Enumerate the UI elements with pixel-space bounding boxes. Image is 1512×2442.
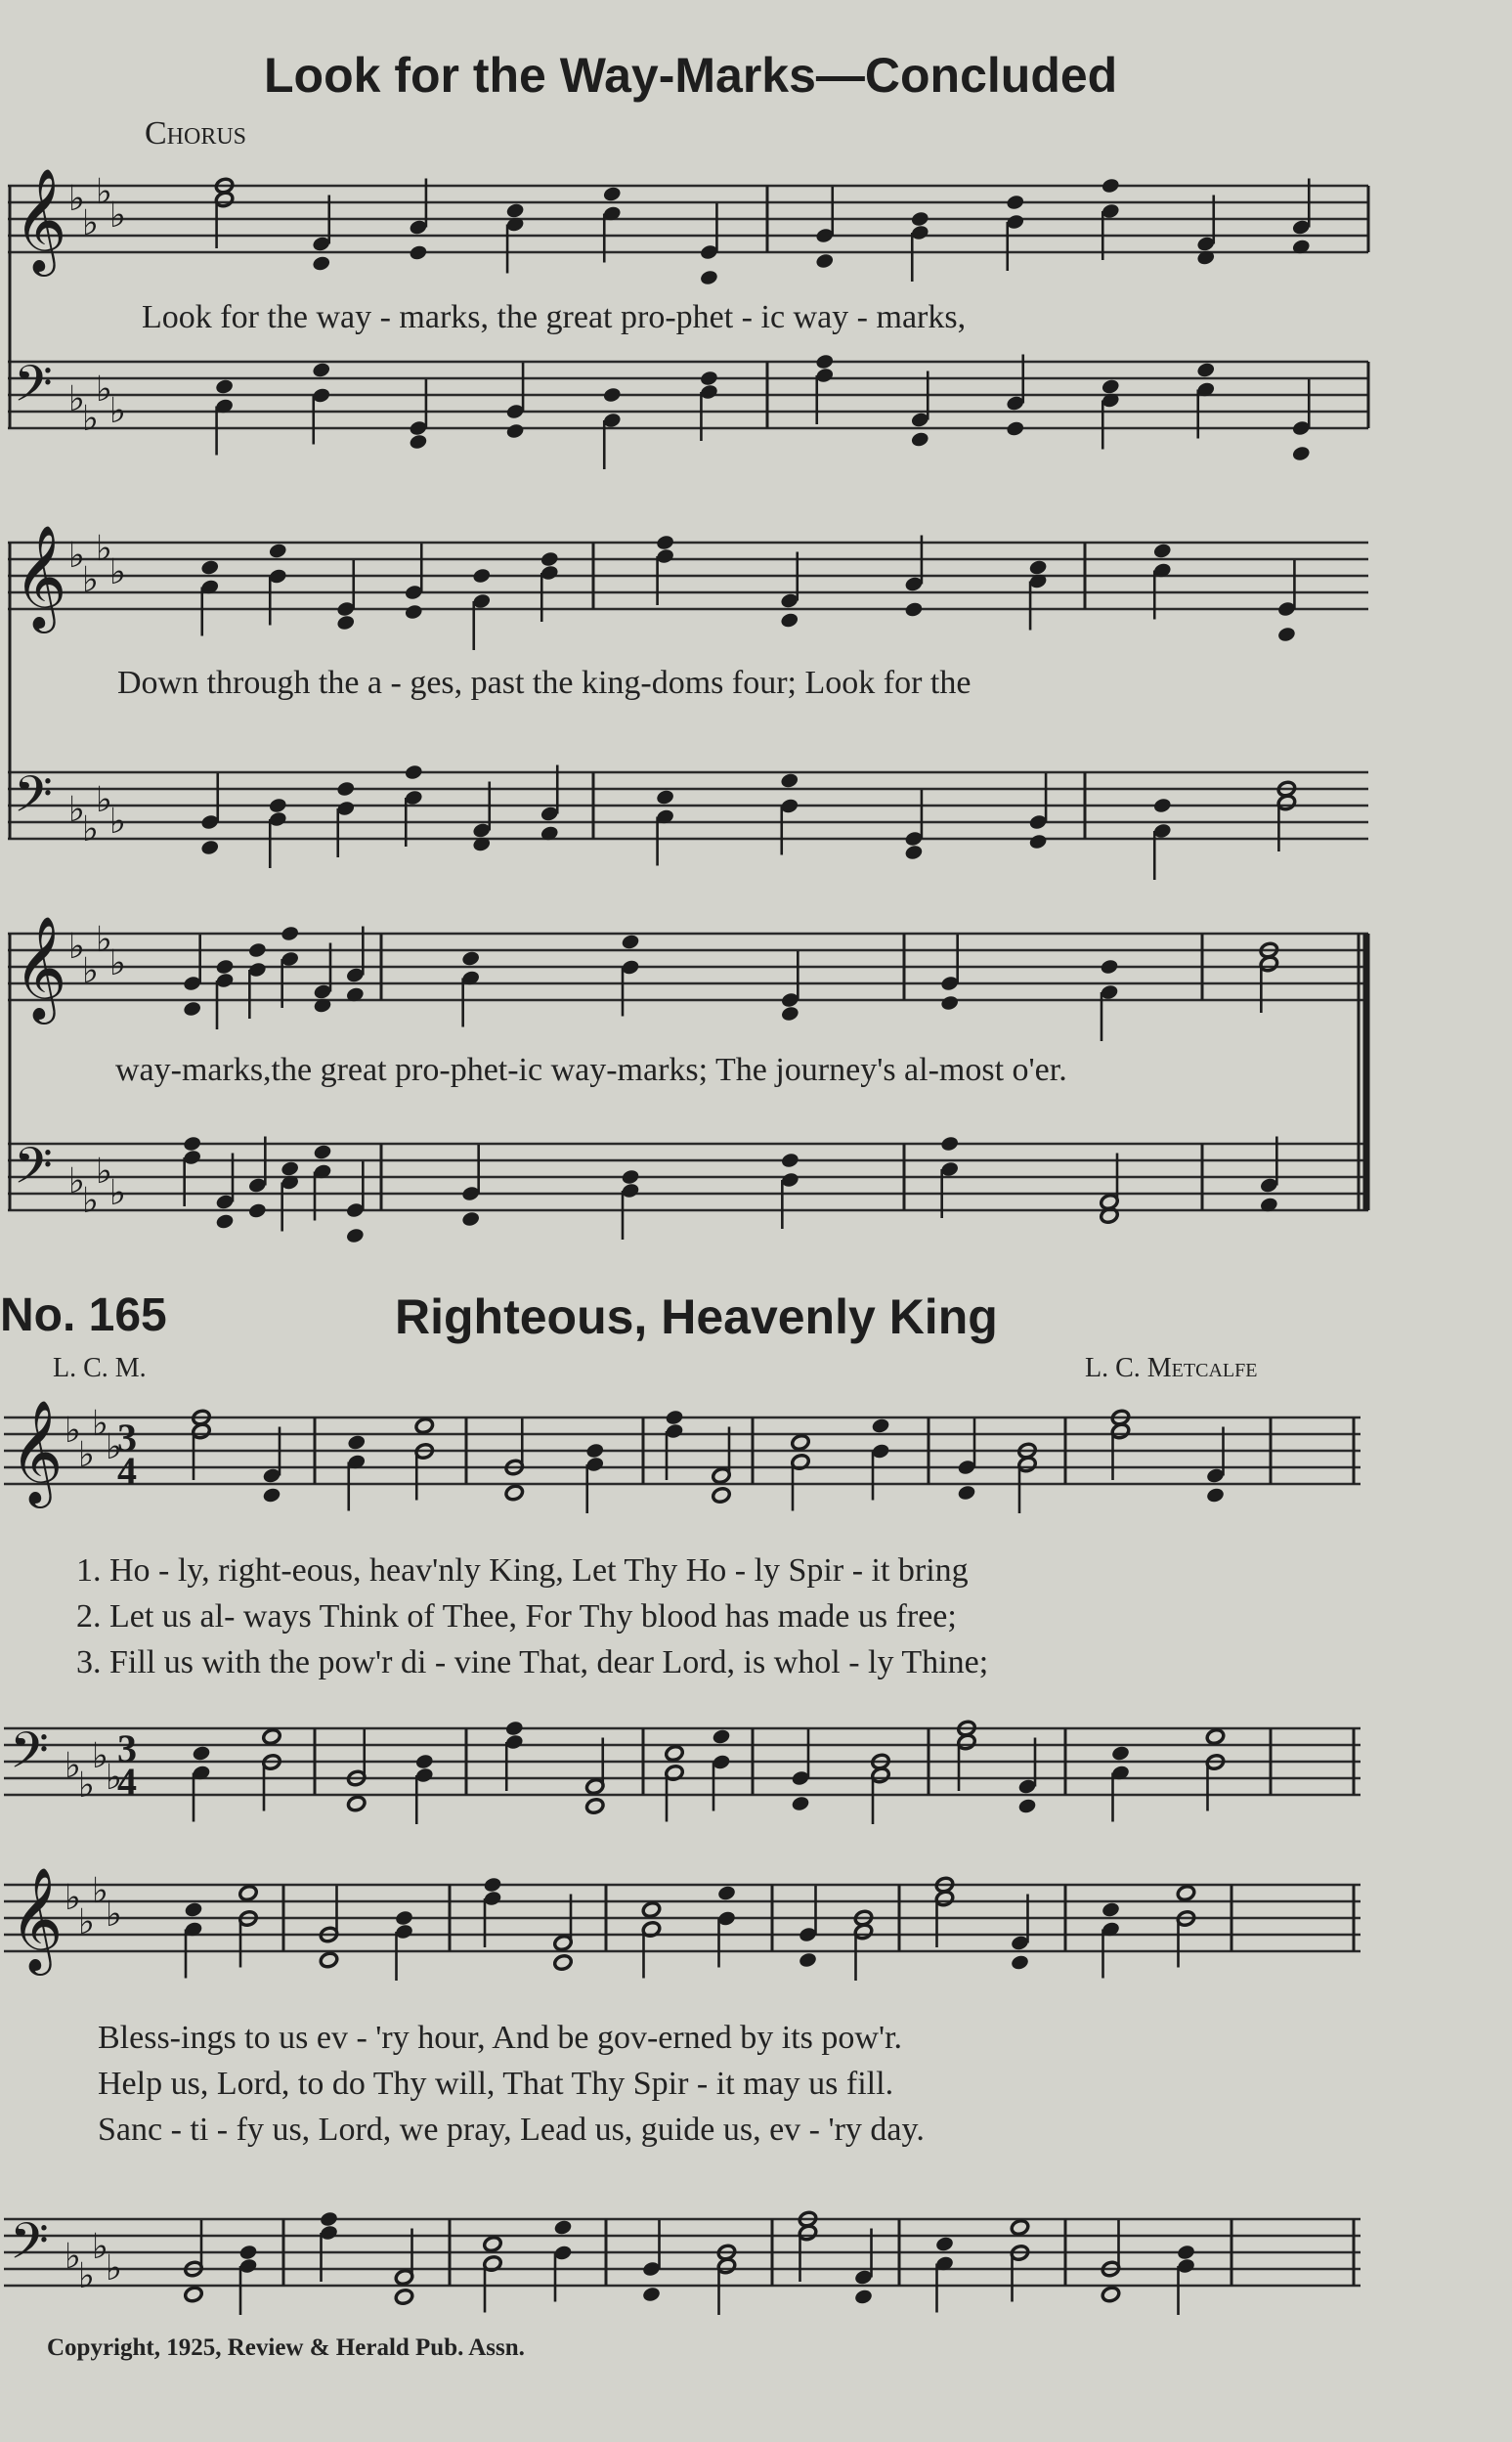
flat-icon: ♭ xyxy=(109,943,126,983)
note-head xyxy=(409,433,428,451)
note-head xyxy=(414,1753,434,1770)
note-head xyxy=(665,1409,684,1426)
flat-icon: ♭ xyxy=(96,1152,112,1192)
note-head xyxy=(957,1484,976,1502)
note-head xyxy=(1101,377,1120,395)
note-head xyxy=(665,1744,684,1762)
flat-icon: ♭ xyxy=(82,203,99,243)
note-head xyxy=(904,844,924,861)
note-head xyxy=(505,422,525,440)
verse-3-line-1: 3. Fill us with the pow'r di - vine That, dear Lord, is whol - ly Thine; xyxy=(76,1644,989,1680)
flat-icon: ♭ xyxy=(92,1871,108,1911)
verse-2-line-1: 2. Let us al- ways Think of Thee, For Thy blood has made us free; xyxy=(76,1598,957,1635)
note-head xyxy=(414,1417,434,1434)
hymn-title: Righteous, Heavenly King xyxy=(395,1289,998,1344)
note-head xyxy=(553,1953,573,1971)
note-head xyxy=(1205,1727,1225,1745)
note-head xyxy=(1101,1900,1120,1918)
flat-icon: ♭ xyxy=(68,790,85,830)
note-head xyxy=(540,550,559,568)
note-head xyxy=(780,1152,799,1169)
treble-clef-icon: 𝄞 xyxy=(10,1399,64,1504)
bass-clef-icon: 𝄢 xyxy=(10,2211,49,2283)
note-head xyxy=(483,1876,502,1894)
flat-icon: ♭ xyxy=(65,1746,81,1786)
note-head xyxy=(280,1159,299,1177)
note-head xyxy=(182,1000,201,1018)
note-head xyxy=(641,2286,661,2303)
flat-icon: ♭ xyxy=(106,1758,122,1798)
hymn-meter: L. C. M. xyxy=(53,1353,147,1383)
note-head xyxy=(200,839,220,856)
flat-icon: ♭ xyxy=(109,196,126,236)
note-head xyxy=(1176,1884,1195,1901)
note-head xyxy=(910,210,929,228)
note-head xyxy=(815,252,835,270)
note-head xyxy=(641,1900,661,1918)
verse-1-line-1: 1. Ho - ly, right-eous, heav'nly King, Let Thy Ho - ly Spir - it bring xyxy=(76,1552,969,1589)
flat-icon: ♭ xyxy=(109,552,126,592)
note-head xyxy=(1101,2286,1120,2303)
flat-icon: ♭ xyxy=(96,529,112,569)
note-head xyxy=(192,1744,211,1762)
hymn-composer: L. C. Metcalfe xyxy=(1085,1353,1258,1383)
flat-icon: ♭ xyxy=(68,179,85,219)
time-signature-bottom: 4 xyxy=(117,1449,137,1493)
note-head xyxy=(621,1168,640,1186)
bass-staff-1 xyxy=(8,354,1368,439)
note-head xyxy=(1100,958,1119,976)
bass-clef-icon: 𝄢 xyxy=(14,354,53,425)
note-head xyxy=(1028,558,1048,576)
chorus-label: Chorus xyxy=(145,115,247,152)
flat-icon: ♭ xyxy=(68,1161,85,1201)
hymn165-treble-staff-2 xyxy=(4,1866,1361,1976)
flat-icon: ♭ xyxy=(68,536,85,576)
note-head xyxy=(505,201,525,219)
note-head xyxy=(1006,194,1025,211)
chorus-lyric-line-1: Look for the way - marks, the great pro-phet - ic way - marks, xyxy=(142,299,967,335)
note-head xyxy=(585,1442,605,1460)
note-head xyxy=(262,1727,281,1745)
note-head xyxy=(347,1433,367,1451)
flat-icon: ♭ xyxy=(96,920,112,960)
flat-icon: ♭ xyxy=(82,560,99,600)
note-head xyxy=(404,763,423,781)
note-head xyxy=(262,1486,281,1504)
flat-icon: ♭ xyxy=(82,809,99,850)
hymn-number: No. 165 xyxy=(0,1289,167,1341)
flat-icon: ♭ xyxy=(96,370,112,410)
note-head xyxy=(247,1201,267,1219)
note-head xyxy=(655,534,674,551)
flat-icon: ♭ xyxy=(96,172,112,212)
note-head xyxy=(871,1417,890,1434)
note-head xyxy=(1176,2244,1195,2261)
time-signature-top: 3 xyxy=(117,1416,137,1460)
flat-icon: ♭ xyxy=(65,2237,81,2277)
note-head xyxy=(853,2288,873,2305)
note-head xyxy=(815,353,835,371)
note-head xyxy=(904,600,924,618)
note-head xyxy=(268,797,287,814)
flat-icon: ♭ xyxy=(92,1736,108,1776)
note-head xyxy=(504,1484,524,1502)
note-head xyxy=(345,1227,365,1244)
note-head xyxy=(1110,1744,1130,1762)
bass-clef-icon: 𝄢 xyxy=(14,1136,53,1207)
hymn165-bass-staff-1 xyxy=(4,1721,1361,1806)
chorus-lyric-line-2: Down through the a - ges, past the king-doms four; Look for the xyxy=(117,665,972,701)
note-head xyxy=(1010,2218,1029,2236)
note-head xyxy=(602,386,622,404)
treble-clef-icon: 𝄞 xyxy=(10,1866,64,1971)
note-head xyxy=(553,2218,573,2236)
note-head xyxy=(460,949,480,967)
hymn165-bass-staff-2 xyxy=(4,2211,1361,2296)
note-head xyxy=(504,1720,524,1737)
note-head xyxy=(780,611,799,629)
note-head xyxy=(238,2244,258,2261)
note-head xyxy=(409,243,428,261)
note-head xyxy=(791,1433,810,1451)
note-head xyxy=(798,1951,817,1969)
note-head xyxy=(939,994,959,1012)
treble-staff-1 xyxy=(8,167,1368,277)
note-head xyxy=(585,1797,605,1814)
note-head xyxy=(716,1884,736,1901)
note-head xyxy=(655,788,674,806)
note-head xyxy=(1291,445,1311,462)
note-head xyxy=(184,1900,203,1918)
note-head xyxy=(394,1909,413,1927)
treble-clef-icon: 𝄞 xyxy=(14,915,67,1020)
flat-icon: ♭ xyxy=(82,951,99,991)
note-head xyxy=(699,370,718,387)
bass-clef-icon: 𝄢 xyxy=(10,1721,49,1792)
chorus-lyric-line-3: way-marks,the great pro-phet-ic way-marks; The journey's al-most o'er. xyxy=(115,1052,1067,1088)
note-head xyxy=(319,1951,338,1969)
verse-3-line-2: Sanc - ti - fy us, Lord, we pray, Lead us, guide us, ev - 'ry day. xyxy=(98,2112,925,2148)
flat-icon: ♭ xyxy=(68,927,85,967)
note-head xyxy=(404,603,423,621)
note-head xyxy=(268,542,287,559)
note-head xyxy=(319,2210,338,2228)
note-head xyxy=(280,925,299,942)
note-head xyxy=(312,361,331,378)
note-head xyxy=(1152,797,1172,814)
note-head xyxy=(1276,626,1296,643)
note-head xyxy=(1152,542,1172,559)
note-head xyxy=(1017,1797,1037,1814)
note-head xyxy=(394,2288,413,2305)
note-head xyxy=(184,2286,203,2303)
flat-icon: ♭ xyxy=(78,1435,95,1475)
note-head xyxy=(215,958,235,976)
treble-staff-2 xyxy=(8,524,1368,633)
bass-staff-3 xyxy=(8,1136,1368,1221)
note-head xyxy=(1010,1953,1029,1971)
note-head xyxy=(1028,833,1048,850)
note-head xyxy=(699,269,718,286)
note-head xyxy=(214,377,234,395)
note-head xyxy=(1101,177,1120,195)
verse-2-line-2: Help us, Lord, to do Thy will, That Thy Spir - it may us fill. xyxy=(98,2066,894,2102)
note-head xyxy=(336,614,356,632)
flat-icon: ♭ xyxy=(78,1766,95,1806)
flat-icon: ♭ xyxy=(78,1902,95,1942)
flat-icon: ♭ xyxy=(92,1404,108,1444)
note-head xyxy=(934,2235,954,2252)
note-head xyxy=(247,941,267,959)
time-signature-bottom: 4 xyxy=(117,1760,137,1804)
flat-icon: ♭ xyxy=(65,1878,81,1918)
hymn-title-concluded: Look for the Way-Marks—Concluded xyxy=(264,48,1118,103)
flat-icon: ♭ xyxy=(109,391,126,431)
note-head xyxy=(780,771,799,789)
note-head xyxy=(238,1884,258,1901)
note-head xyxy=(215,1212,235,1230)
note-head xyxy=(347,1795,367,1812)
flat-icon: ♭ xyxy=(65,1411,81,1451)
treble-clef-icon: 𝄞 xyxy=(14,524,67,629)
bass-clef-icon: 𝄢 xyxy=(14,764,53,836)
note-head xyxy=(780,1005,799,1023)
flat-icon: ♭ xyxy=(109,802,126,842)
flat-icon: ♭ xyxy=(68,379,85,419)
flat-icon: ♭ xyxy=(82,399,99,439)
flat-icon: ♭ xyxy=(82,1181,99,1221)
note-head xyxy=(200,558,220,576)
note-head xyxy=(312,254,331,272)
note-head xyxy=(602,185,622,202)
flat-icon: ♭ xyxy=(106,2248,122,2289)
flat-icon: ♭ xyxy=(109,1173,126,1213)
treble-staff-3 xyxy=(8,915,1368,1025)
flat-icon: ♭ xyxy=(78,2256,95,2296)
time-signature-top: 3 xyxy=(117,1726,137,1770)
note-head xyxy=(472,567,492,585)
note-head xyxy=(313,1143,332,1160)
note-head xyxy=(1006,419,1025,437)
verse-1-line-2: Bless-ings to us ev - 'ry hour, And be gov-erned by its pow'r. xyxy=(98,2020,903,2056)
note-head xyxy=(621,933,640,950)
treble-clef-icon: 𝄞 xyxy=(14,167,67,272)
flat-icon: ♭ xyxy=(106,1895,122,1935)
note-head xyxy=(939,1135,959,1153)
note-head xyxy=(712,1486,731,1504)
copyright-notice: Copyright, 1925, Review & Herald Pub. Assn. xyxy=(47,2334,525,2361)
flat-icon: ♭ xyxy=(92,2227,108,2267)
note-head xyxy=(182,1135,201,1153)
note-head xyxy=(460,1210,480,1228)
note-head xyxy=(910,430,929,448)
note-head xyxy=(483,2235,502,2252)
note-head xyxy=(336,780,356,798)
flat-icon: ♭ xyxy=(96,780,112,820)
flat-icon: ♭ xyxy=(106,1427,122,1467)
note-head xyxy=(1196,361,1216,378)
note-head xyxy=(1205,1486,1225,1504)
note-head xyxy=(712,1727,731,1745)
note-head xyxy=(791,1795,810,1812)
